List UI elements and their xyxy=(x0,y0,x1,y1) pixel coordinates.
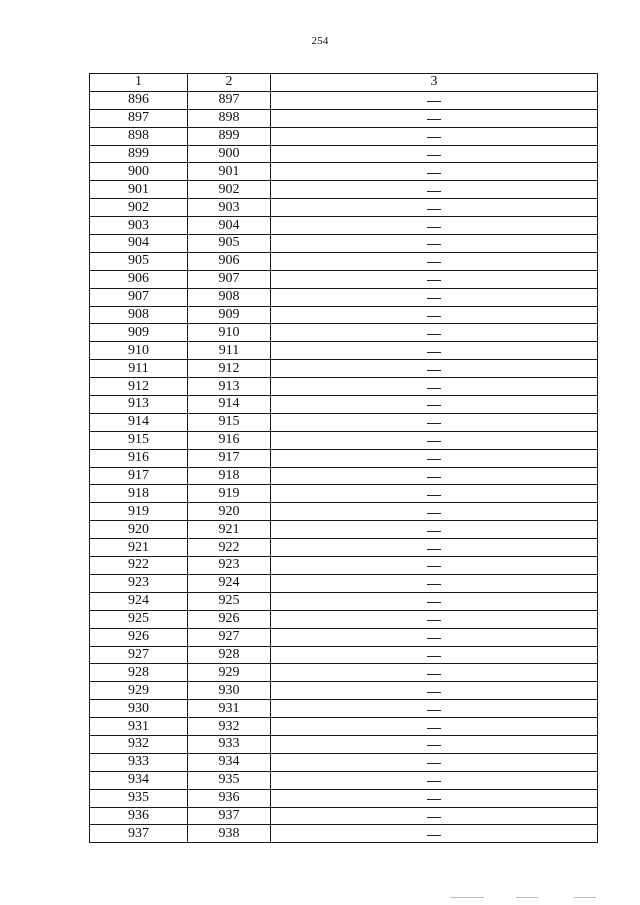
table-cell-col-2: 914 xyxy=(188,396,271,414)
table-row xyxy=(90,485,598,503)
table-cell-col-3: — xyxy=(271,664,598,682)
table-cell-col-2: 925 xyxy=(188,592,271,610)
table-row xyxy=(90,252,598,270)
table-cell-col-3: — xyxy=(271,521,598,539)
table-cell-col-3: — xyxy=(271,574,598,592)
table-row xyxy=(90,467,598,485)
table-row xyxy=(90,646,598,664)
table-cell-col-3: — xyxy=(271,288,598,306)
table-cell-col-3: — xyxy=(271,217,598,235)
table-row xyxy=(90,360,598,378)
table-cell-col-2: 928 xyxy=(188,646,271,664)
table-row xyxy=(90,700,598,718)
table-cell-col-3: — xyxy=(271,342,598,360)
table-cell-col-2: 913 xyxy=(188,378,271,396)
table-cell-col-2: 938 xyxy=(188,825,271,843)
table-cell-col-2: 897 xyxy=(188,91,271,109)
table-row xyxy=(90,610,598,628)
table-cell-col-1: 902 xyxy=(90,199,188,217)
table-cell-col-1: 916 xyxy=(90,449,188,467)
table-cell-col-3: — xyxy=(271,235,598,253)
table-cell-col-2: 916 xyxy=(188,431,271,449)
table-cell-col-1: 897 xyxy=(90,109,188,127)
table-cell-col-3: — xyxy=(271,592,598,610)
table-row xyxy=(90,181,598,199)
table-cell-col-3: — xyxy=(271,306,598,324)
table-cell-col-3: — xyxy=(271,807,598,825)
table-row xyxy=(90,342,598,360)
table-cell-col-1: 920 xyxy=(90,521,188,539)
table-cell-col-1: 918 xyxy=(90,485,188,503)
table-cell-col-2: 900 xyxy=(188,145,271,163)
table-cell-col-2: 899 xyxy=(188,127,271,145)
table-cell-col-3: — xyxy=(271,789,598,807)
table-cell-col-1: 928 xyxy=(90,664,188,682)
table-cell-col-2: 929 xyxy=(188,664,271,682)
table-cell-col-1: 909 xyxy=(90,324,188,342)
table-cell-col-2: 917 xyxy=(188,449,271,467)
table-row xyxy=(90,753,598,771)
table-cell-col-1: 934 xyxy=(90,771,188,789)
table-cell-col-1: 927 xyxy=(90,646,188,664)
table-cell-col-3: — xyxy=(271,557,598,575)
table-cell-col-2: 922 xyxy=(188,539,271,557)
table-cell-col-1: 926 xyxy=(90,628,188,646)
table-cell-col-1: 932 xyxy=(90,735,188,753)
table-cell-col-1: 900 xyxy=(90,163,188,181)
table-cell-col-2: 905 xyxy=(188,235,271,253)
table-cell-col-2: 926 xyxy=(188,610,271,628)
table-cell-col-2: 919 xyxy=(188,485,271,503)
table-row xyxy=(90,413,598,431)
data-table xyxy=(89,73,598,843)
table-cell-col-3: — xyxy=(271,610,598,628)
table-row xyxy=(90,682,598,700)
table-cell-col-1: 931 xyxy=(90,718,188,736)
table-cell-col-1: 910 xyxy=(90,342,188,360)
table-cell-col-3: — xyxy=(271,109,598,127)
table-cell-col-1: 915 xyxy=(90,431,188,449)
table-cell-col-2: 903 xyxy=(188,199,271,217)
table-row xyxy=(90,825,598,843)
table-cell-col-1: 936 xyxy=(90,807,188,825)
table-row xyxy=(90,735,598,753)
table-row xyxy=(90,109,598,127)
table-cell-col-3: — xyxy=(271,91,598,109)
table-cell-col-1: 896 xyxy=(90,91,188,109)
table-row xyxy=(90,503,598,521)
table-cell-col-3: — xyxy=(271,771,598,789)
table-cell-col-2: 904 xyxy=(188,217,271,235)
table-row xyxy=(90,592,598,610)
table-cell-col-1: 905 xyxy=(90,252,188,270)
table-cell-col-2: 901 xyxy=(188,163,271,181)
table-cell-col-3: — xyxy=(271,199,598,217)
table-cell-col-2: 910 xyxy=(188,324,271,342)
table-cell-col-2: 932 xyxy=(188,718,271,736)
table-cell-col-3: — xyxy=(271,503,598,521)
column-header-2: 2 xyxy=(188,74,271,92)
table-row xyxy=(90,431,598,449)
table-cell-col-2: 909 xyxy=(188,306,271,324)
table-row xyxy=(90,145,598,163)
table-cell-col-2: 927 xyxy=(188,628,271,646)
table-cell-col-2: 915 xyxy=(188,413,271,431)
table-cell-col-3: — xyxy=(271,431,598,449)
table-cell-col-1: 903 xyxy=(90,217,188,235)
table-cell-col-2: 931 xyxy=(188,700,271,718)
table-cell-col-1: 935 xyxy=(90,789,188,807)
table-cell-col-3: — xyxy=(271,467,598,485)
table-cell-col-1: 901 xyxy=(90,181,188,199)
table-cell-col-2: 907 xyxy=(188,270,271,288)
table-cell-col-1: 929 xyxy=(90,682,188,700)
table-cell-col-2: 934 xyxy=(188,753,271,771)
table-row xyxy=(90,270,598,288)
table-cell-col-1: 933 xyxy=(90,753,188,771)
table-cell-col-1: 925 xyxy=(90,610,188,628)
table-header xyxy=(90,74,598,92)
table-cell-col-1: 922 xyxy=(90,557,188,575)
column-header-1: 1 xyxy=(90,74,188,92)
table-cell-col-1: 913 xyxy=(90,396,188,414)
table-cell-col-1: 898 xyxy=(90,127,188,145)
table-row xyxy=(90,449,598,467)
table-cell-col-3: — xyxy=(271,539,598,557)
table-cell-col-3: — xyxy=(271,413,598,431)
page-number: 254 xyxy=(311,35,329,47)
table-row xyxy=(90,217,598,235)
table-cell-col-1: 919 xyxy=(90,503,188,521)
table-cell-col-2: 933 xyxy=(188,735,271,753)
table-cell-col-2: 930 xyxy=(188,682,271,700)
table-row xyxy=(90,396,598,414)
table-cell-col-3: — xyxy=(271,628,598,646)
header-row xyxy=(90,74,598,92)
table-row xyxy=(90,91,598,109)
table-cell-col-3: — xyxy=(271,163,598,181)
table-cell-col-3: — xyxy=(271,825,598,843)
table-cell-col-1: 930 xyxy=(90,700,188,718)
table-cell-col-3: — xyxy=(271,181,598,199)
table-cell-col-2: 923 xyxy=(188,557,271,575)
table-cell-col-1: 917 xyxy=(90,467,188,485)
table-cell-col-2: 911 xyxy=(188,342,271,360)
table-cell-col-3: — xyxy=(271,324,598,342)
table-cell-col-1: 906 xyxy=(90,270,188,288)
table-cell-col-3: — xyxy=(271,360,598,378)
table-cell-col-3: — xyxy=(271,449,598,467)
table-row xyxy=(90,521,598,539)
table-row xyxy=(90,163,598,181)
table-cell-col-3: — xyxy=(271,485,598,503)
table-cell-col-3: — xyxy=(271,718,598,736)
table-cell-col-1: 904 xyxy=(90,235,188,253)
table-cell-col-1: 914 xyxy=(90,413,188,431)
table-cell-col-2: 902 xyxy=(188,181,271,199)
table-row xyxy=(90,557,598,575)
table-row xyxy=(90,127,598,145)
table-cell-col-2: 924 xyxy=(188,574,271,592)
table-cell-col-2: 906 xyxy=(188,252,271,270)
table-cell-col-3: — xyxy=(271,270,598,288)
table-cell-col-2: 898 xyxy=(188,109,271,127)
table-cell-col-3: — xyxy=(271,145,598,163)
table-cell-col-2: 918 xyxy=(188,467,271,485)
table-cell-col-2: 908 xyxy=(188,288,271,306)
table-row xyxy=(90,664,598,682)
column-header-3: 3 xyxy=(271,74,598,92)
table-row xyxy=(90,306,598,324)
table-cell-col-3: — xyxy=(271,646,598,664)
table-cell-col-1: 912 xyxy=(90,378,188,396)
table-row xyxy=(90,235,598,253)
table-row xyxy=(90,628,598,646)
table-cell-col-1: 937 xyxy=(90,825,188,843)
table-cell-col-3: — xyxy=(271,753,598,771)
table-cell-col-3: — xyxy=(271,378,598,396)
table-row xyxy=(90,771,598,789)
table-cell-col-3: — xyxy=(271,396,598,414)
table-row xyxy=(90,199,598,217)
table-row xyxy=(90,789,598,807)
table-cell-col-3: — xyxy=(271,700,598,718)
table-row xyxy=(90,288,598,306)
table-row xyxy=(90,718,598,736)
table-cell-col-3: — xyxy=(271,127,598,145)
table-cell-col-2: 920 xyxy=(188,503,271,521)
table-cell-col-2: 921 xyxy=(188,521,271,539)
table-cell-col-2: 936 xyxy=(188,789,271,807)
table-cell-col-3: — xyxy=(271,252,598,270)
table-cell-col-2: 935 xyxy=(188,771,271,789)
table-cell-col-2: 912 xyxy=(188,360,271,378)
table-cell-col-1: 908 xyxy=(90,306,188,324)
table-cell-col-2: 937 xyxy=(188,807,271,825)
table-cell-col-1: 921 xyxy=(90,539,188,557)
table-cell-col-1: 911 xyxy=(90,360,188,378)
table-cell-col-1: 923 xyxy=(90,574,188,592)
table-cell-col-3: — xyxy=(271,682,598,700)
table-cell-col-1: 907 xyxy=(90,288,188,306)
table-row xyxy=(90,324,598,342)
table-cell-col-1: 899 xyxy=(90,145,188,163)
table-row xyxy=(90,539,598,557)
table-row xyxy=(90,378,598,396)
footer-scan-marks xyxy=(450,897,600,901)
table-row xyxy=(90,574,598,592)
table-body xyxy=(90,91,598,842)
table-cell-col-3: — xyxy=(271,735,598,753)
table-cell-col-1: 924 xyxy=(90,592,188,610)
table-row xyxy=(90,807,598,825)
